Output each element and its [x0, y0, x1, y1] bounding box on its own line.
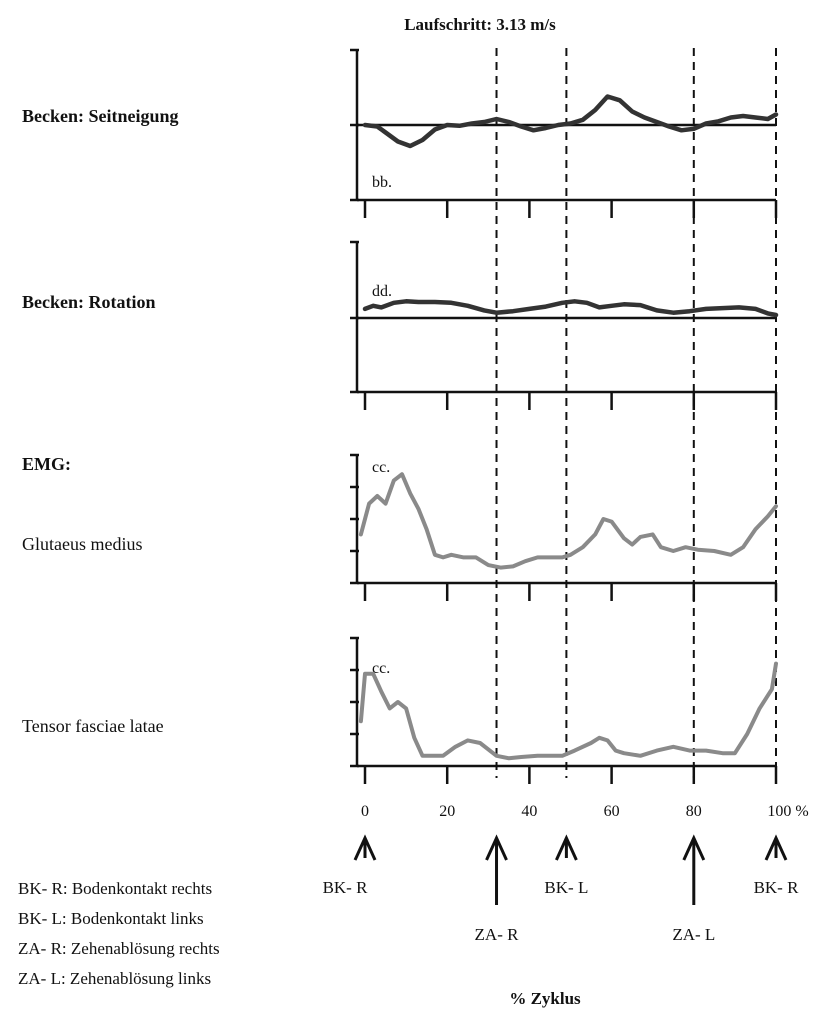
label-glutaeus-medius: Glutaeus medius: [22, 534, 143, 554]
label-rotation: Becken: Rotation: [22, 292, 156, 312]
data-lines: [361, 97, 776, 759]
event-dashed-lines: [497, 48, 776, 778]
label-tensor-fasciae-latae: Tensor fasciae latae: [22, 716, 164, 736]
x-tick-label-5: 100 %: [767, 803, 809, 820]
event-label-top-1: BK- L: [544, 878, 589, 897]
annotation-cc-gm: cc.: [372, 459, 391, 476]
event-label-top-2: BK- R: [753, 878, 799, 897]
legend-bk-l: BK- L: Bodenkontakt links: [18, 909, 204, 928]
annotation-bb: bb.: [372, 174, 392, 191]
x-tick-label-0: 0: [361, 803, 369, 820]
series-line-p2: [365, 301, 776, 315]
label-emg: EMG:: [22, 454, 71, 474]
legend-bk-r: BK- R: Bodenkontakt rechts: [18, 879, 213, 898]
annotation-cc-tfl: cc.: [372, 660, 391, 677]
axes-layer: [350, 50, 776, 784]
legend-za-l: ZA- L: Zehenablösung links: [18, 969, 212, 988]
series-line-p1: [365, 97, 776, 147]
x-tick-label-1: 20: [439, 803, 456, 820]
chart-title: Laufschritt: 3.13 m/s: [404, 15, 556, 34]
x-axis-label: % Zyklus: [509, 989, 581, 1008]
x-tick-label-4: 80: [685, 803, 702, 820]
x-tick-label-3: 60: [603, 803, 620, 820]
series-line-p4: [361, 664, 776, 759]
series-line-p3: [361, 474, 776, 567]
event-label-bottom-0: ZA- R: [474, 925, 519, 944]
gait-event-markers: [323, 838, 800, 944]
event-label-bottom-1: ZA- L: [672, 925, 716, 944]
legend-za-r: ZA- R: Zehenablösung rechts: [18, 939, 220, 958]
label-seitneigung: Becken: Seitneigung: [22, 106, 179, 126]
x-tick-label-2: 40: [521, 803, 538, 820]
annotation-dd: dd.: [372, 283, 392, 300]
x-tick-labels: [361, 803, 809, 820]
event-label-top-0: BK- R: [322, 878, 368, 897]
